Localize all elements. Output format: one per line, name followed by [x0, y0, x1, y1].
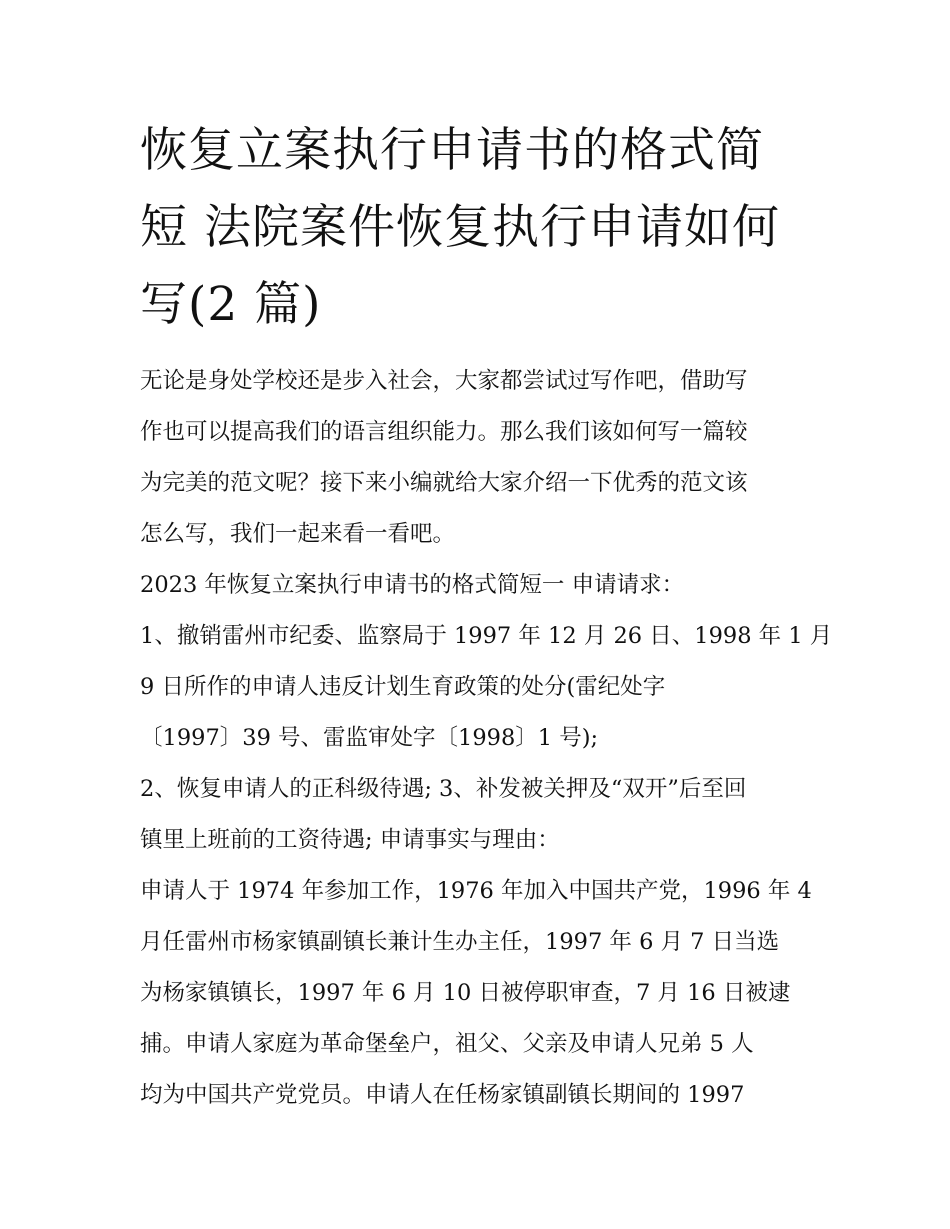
title-line: 写(2 篇) — [140, 277, 322, 332]
intro-line: 怎么写，我们一起来看一看吧。 — [140, 521, 456, 547]
section-heading-line: 2023 年恢复立案执行申请书的格式简短一 申请请求： — [140, 572, 685, 598]
facts-line: 捕。申请人家庭为革命堡垒户，祖父、父亲及申请人兄弟 5 人 — [140, 1031, 754, 1057]
document-title — [140, 112, 830, 343]
facts-line: 均为中国共产党党员。申请人在任杨家镇副镇长期间的 1997 — [140, 1082, 745, 1108]
facts-line: 为杨家镇镇长，1997 年 6 月 10 日被停职审查，7 月 16 日被逮 — [140, 980, 791, 1006]
request-item-line: 9 日所作的申请人违反计划生育政策的处分(雷纪处字 — [140, 674, 666, 700]
facts-line: 申请人于 1974 年参加工作，1976 年加入中国共产党，1996 年 4 — [140, 878, 812, 904]
document-body — [140, 356, 833, 1121]
request-item-line: 镇里上班前的工资待遇; 申请事实与理由： — [140, 827, 560, 853]
request-item-line: 2、恢复申请人的正科级待遇; 3、补发被关押及“双开”后至回 — [140, 776, 747, 802]
intro-line: 无论是身处学校还是步入社会，大家都尝试过写作吧，借助写 — [140, 368, 748, 394]
facts-line: 月任雷州市杨家镇副镇长兼计生办主任，1997 年 6 月 7 日当选 — [140, 929, 780, 955]
request-item-line: 〔1997〕39 号、雷监审处字〔1998〕1 号); — [140, 725, 599, 751]
title-line: 恢复立案执行申请书的格式简 — [140, 123, 764, 178]
title-line: 短 法院案件恢复执行申请如何 — [140, 200, 780, 255]
intro-line: 为完美的范文呢？接下来小编就给大家介绍一下优秀的范文该 — [140, 470, 748, 496]
request-item-line: 1、撤销雷州市纪委、监察局于 1997 年 12 月 26 日、1998 年 1 月 — [140, 623, 833, 649]
intro-line: 作也可以提高我们的语言组织能力。那么我们该如何写一篇较 — [140, 419, 748, 445]
